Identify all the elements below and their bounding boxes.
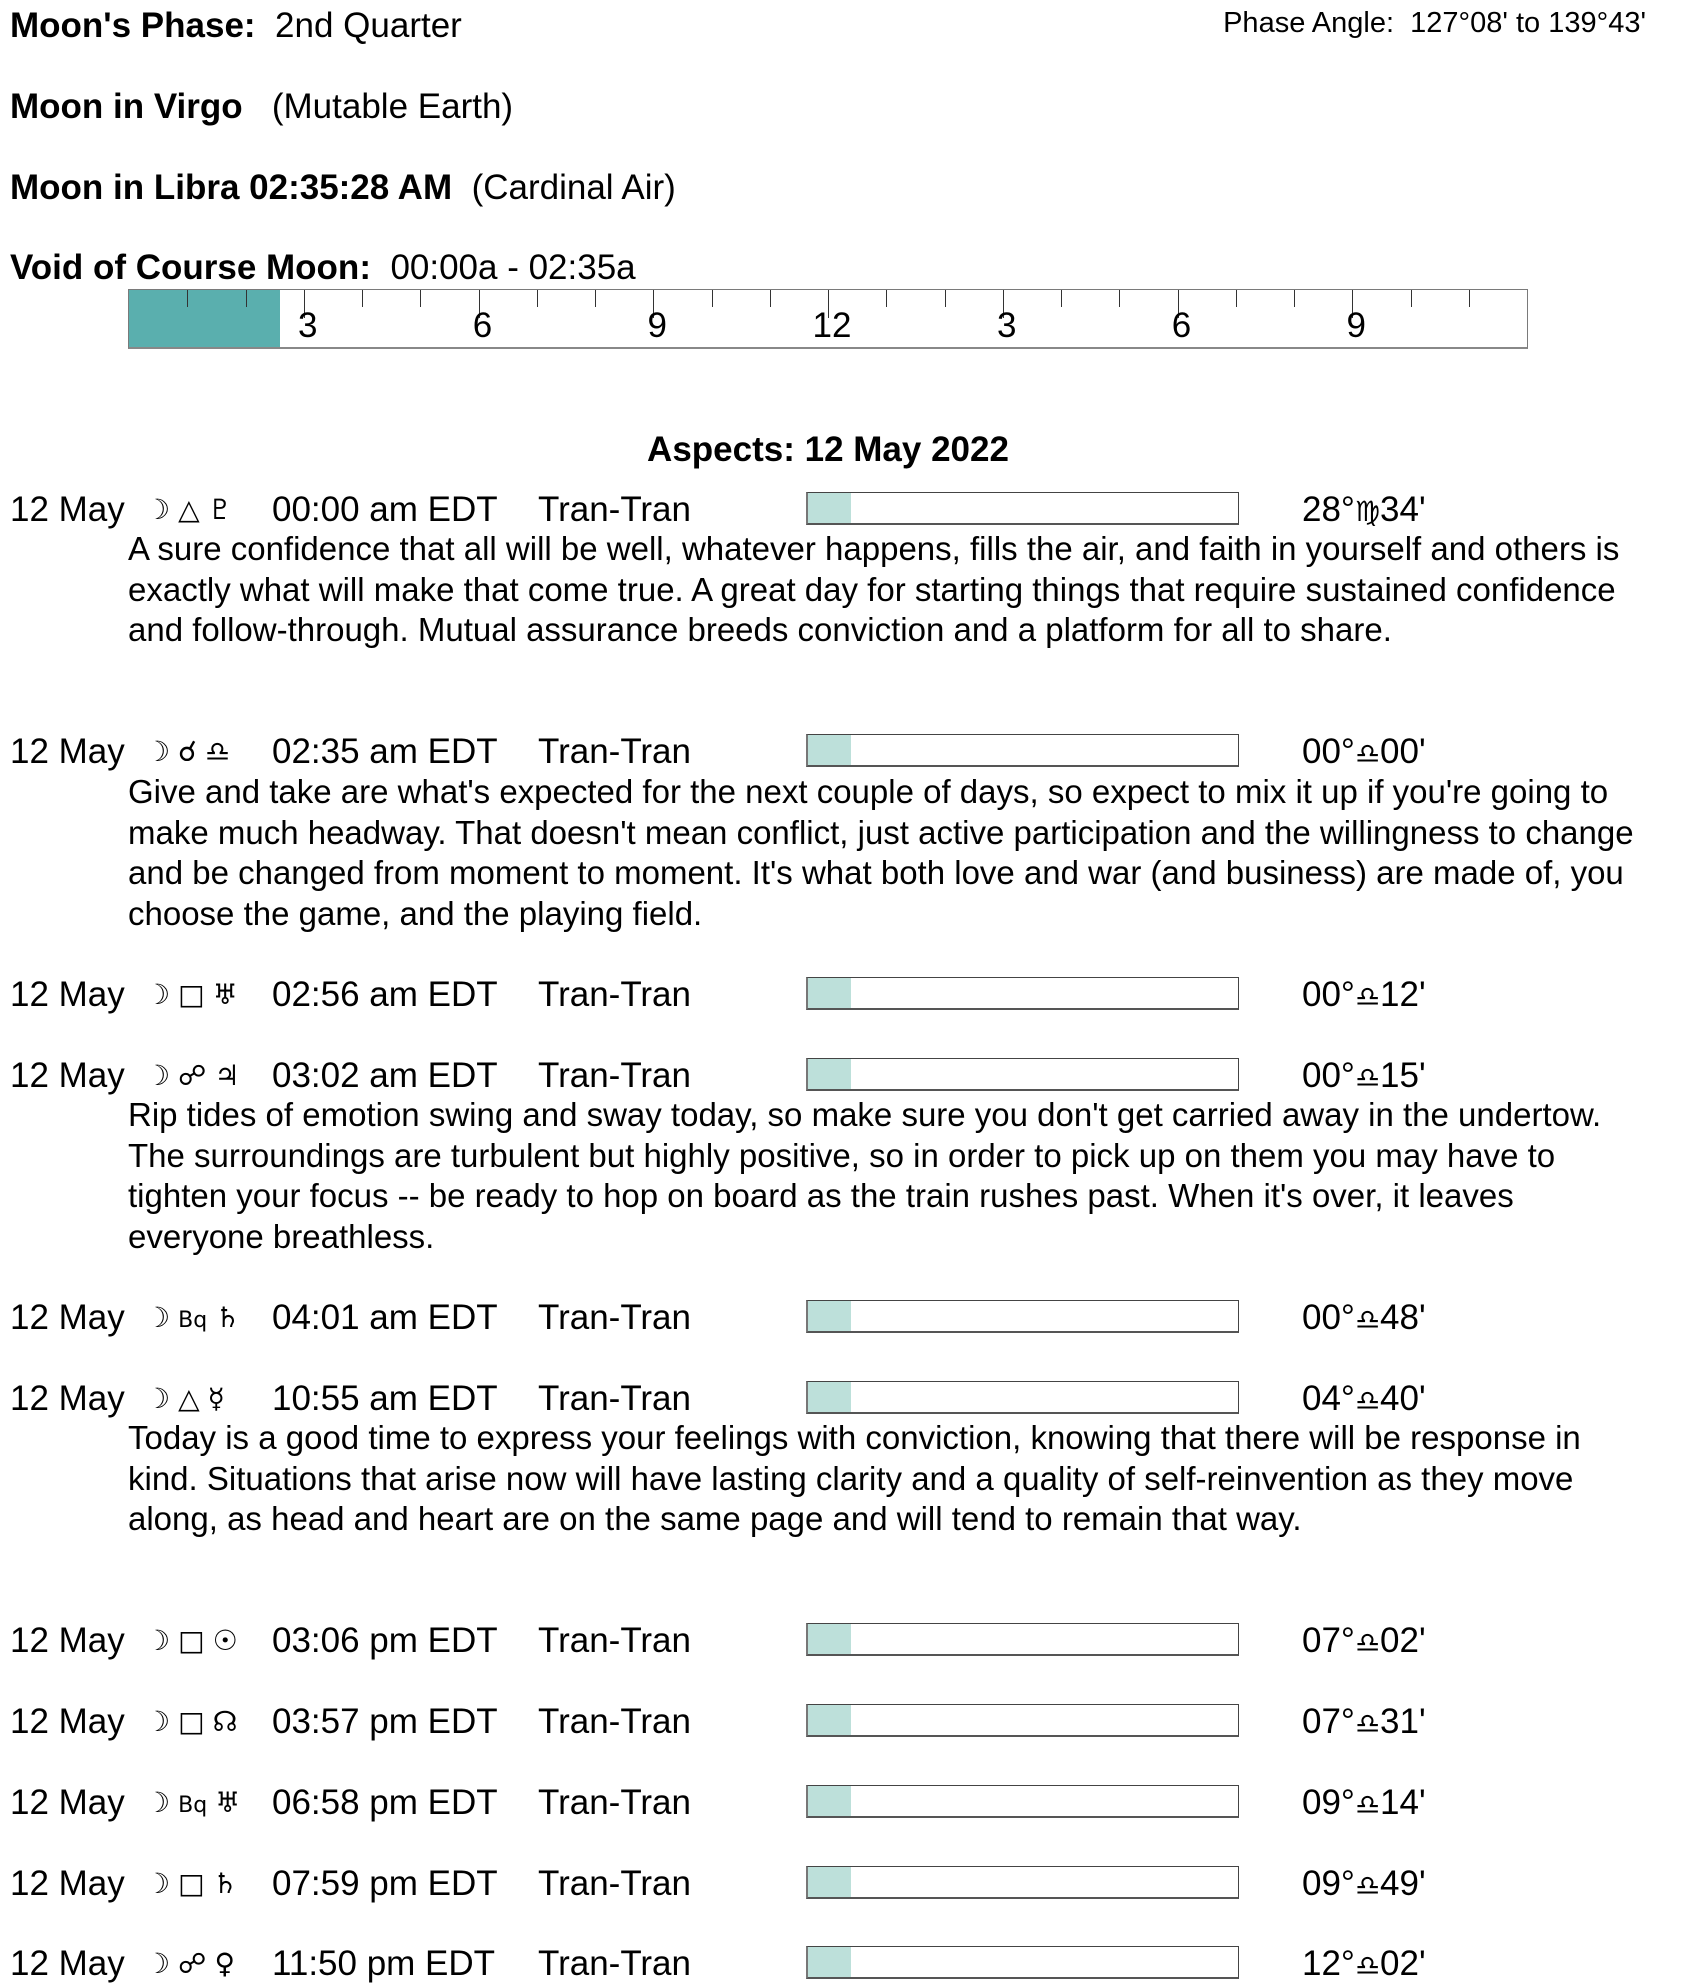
aspect-glyphs — [145, 1620, 246, 1662]
aspect-glyph-icon: Bq — [178, 1793, 208, 1818]
aspect-time: 03:02 am EDT — [272, 1056, 498, 1095]
aspect-strength-fill — [808, 1059, 851, 1089]
aspect-glyphs — [145, 1943, 243, 1985]
moon-glyph-icon: ☽ — [145, 1705, 171, 1738]
aspect-glyph-icon: □ — [178, 1867, 205, 1900]
timeline-tick — [1061, 290, 1062, 307]
moon-glyph-icon: ☽ — [145, 978, 171, 1011]
aspect-kind: Tran-Tran — [538, 1702, 691, 1741]
void-of-course-line — [10, 248, 636, 288]
position-degrees: 00° — [1302, 975, 1355, 1014]
aspect-position — [1302, 1782, 1426, 1826]
aspect-strength-fill — [808, 1301, 851, 1331]
aspect-strength-bar — [806, 1946, 1239, 1979]
aspect-kind: Tran-Tran — [538, 732, 691, 771]
aspect-glyphs — [145, 731, 238, 773]
void-of-course-timeline — [128, 289, 1528, 349]
timeline-tick — [1469, 290, 1470, 307]
timeline-tick — [537, 290, 538, 307]
aspect-strength-bar — [806, 1058, 1239, 1091]
aspect-glyphs — [145, 1297, 248, 1342]
aspect-strength-bar — [806, 977, 1239, 1010]
planet-glyph-icon: ♃ — [214, 1059, 240, 1092]
timeline-tick — [246, 290, 247, 307]
zodiac-sign-icon: ♍ — [1354, 495, 1381, 528]
position-minutes: 48' — [1380, 1298, 1426, 1337]
position-minutes: 00' — [1380, 732, 1426, 771]
position-degrees: 07° — [1302, 1702, 1355, 1741]
aspect-strength-bar — [806, 1785, 1239, 1818]
aspect-position — [1302, 1943, 1426, 1987]
aspect-row — [0, 731, 1686, 773]
moon-ingress-quality: (Cardinal Air) — [471, 168, 676, 207]
aspects-title: Aspects: 12 May 2022 — [647, 430, 1009, 469]
aspect-interpretation: Give and take are what's expected for the next couple of days, so expect to mix it up if you're going to make much headway. That doesn't mean conflict, just active participation and the willingness to change and be changed from moment to moment. It's what both love and war (and business) are made of, you choose the game, and the playing field. — [128, 773, 1634, 932]
phase-angle — [1223, 6, 1646, 40]
position-degrees: 09° — [1302, 1783, 1355, 1822]
timeline-tick — [1119, 290, 1120, 307]
position-degrees: 07° — [1302, 1621, 1355, 1660]
timeline-hour-label: 9 — [1346, 306, 1366, 345]
aspect-interpretation: Today is a good time to express your feelings with conviction, knowing that there will be response in kind. Situations that arise now will have lasting clarity and a quality of self-reinvention as they move along, as head and heart are on the same page and will tend to remain that way. — [128, 1419, 1581, 1537]
aspect-strength-fill — [808, 493, 851, 523]
moon-glyph-icon: ☽ — [145, 1301, 171, 1334]
timeline-tick — [362, 290, 363, 307]
aspect-strength-bar — [806, 1704, 1239, 1737]
zodiac-sign-icon: ♎ — [1354, 737, 1381, 770]
aspect-row — [0, 1297, 1686, 1339]
aspect-interpretation: Rip tides of emotion swing and sway today, so make sure you don't get carried away in the undertow. The surroundings are turbulent but highly positive, so in order to pick up on them you may have to tighten your focus -- be ready to hop on board as the train rushes past. When it's over, it leaves everyone breathless. — [128, 1096, 1602, 1255]
aspect-row — [0, 1378, 1686, 1420]
position-degrees: 04° — [1302, 1379, 1355, 1418]
position-minutes: 49' — [1380, 1864, 1426, 1903]
aspect-row — [0, 1863, 1686, 1905]
aspect-position — [1302, 1055, 1426, 1099]
zodiac-sign-icon: ♎ — [1354, 1626, 1381, 1659]
position-minutes: 12' — [1380, 975, 1426, 1014]
aspect-strength-bar — [806, 734, 1239, 767]
position-degrees: 00° — [1302, 732, 1355, 771]
aspect-date: 12 May — [10, 1056, 125, 1095]
aspect-kind: Tran-Tran — [538, 1864, 691, 1903]
position-minutes: 15' — [1380, 1056, 1426, 1095]
aspect-row — [0, 489, 1686, 531]
aspect-strength-bar — [806, 1300, 1239, 1333]
zodiac-sign-icon: ♎ — [1354, 1869, 1381, 1902]
aspect-strength-bar — [806, 1866, 1239, 1899]
timeline-tick — [1411, 290, 1412, 307]
aspect-kind: Tran-Tran — [538, 1379, 691, 1418]
aspect-strength-fill — [808, 1382, 851, 1412]
timeline-hour-label: 9 — [647, 306, 667, 345]
aspect-strength-fill — [808, 1867, 851, 1897]
aspect-date: 12 May — [10, 490, 125, 529]
aspect-glyphs — [145, 1863, 246, 1905]
aspect-position — [1302, 974, 1426, 1018]
position-minutes: 34' — [1380, 490, 1426, 529]
timeline-tick — [420, 290, 421, 307]
aspect-row — [0, 1055, 1686, 1097]
zodiac-sign-icon: ♎ — [1354, 1384, 1381, 1417]
aspect-strength-fill — [808, 978, 851, 1008]
aspect-date: 12 May — [10, 975, 125, 1014]
timeline-tick — [187, 290, 188, 307]
timeline-hour-label: 3 — [997, 306, 1017, 345]
aspect-kind: Tran-Tran — [538, 1944, 691, 1983]
timeline-tick — [595, 290, 596, 307]
phase-angle-value: 127°08' to 139°43' — [1410, 7, 1646, 39]
planet-glyph-icon: ♄ — [212, 1867, 238, 1900]
aspect-date: 12 May — [10, 1621, 125, 1660]
aspect-row — [0, 974, 1686, 1016]
zodiac-sign-icon: ♎ — [1354, 1707, 1381, 1740]
aspect-time: 03:57 pm EDT — [272, 1702, 498, 1741]
aspect-strength-fill — [808, 735, 851, 765]
aspect-position — [1302, 1620, 1426, 1664]
timeline-tick — [886, 290, 887, 307]
planet-glyph-icon: ♄ — [215, 1301, 241, 1334]
aspect-strength-bar — [806, 1623, 1239, 1656]
moon-glyph-icon: ☽ — [145, 1059, 171, 1092]
aspect-row — [0, 1782, 1686, 1824]
aspect-date: 12 May — [10, 1379, 125, 1418]
aspect-strength-fill — [808, 1624, 851, 1654]
aspect-time: 00:00 am EDT — [272, 490, 498, 529]
aspect-glyph-icon: ☌ — [178, 735, 197, 768]
aspect-date: 12 May — [10, 732, 125, 771]
planet-glyph-icon: ♎ — [204, 735, 231, 768]
position-minutes: 02' — [1380, 1944, 1426, 1983]
timeline-hour-label: 3 — [298, 306, 318, 345]
aspect-strength-bar — [806, 1381, 1239, 1414]
planet-glyph-icon: ☉ — [212, 1624, 238, 1657]
aspect-strength-bar — [806, 492, 1239, 525]
aspect-position — [1302, 1297, 1426, 1341]
aspect-interpretation: A sure confidence that all will be well, whatever happens, fills the air, and faith in yourself and others is exactly what will make that come true. A great day for starting things that require sustained confidence and follow-through. Mutual assurance breeds conviction and a platform for all to share. — [128, 530, 1620, 648]
aspect-time: 07:59 pm EDT — [272, 1864, 498, 1903]
aspect-date: 12 May — [10, 1944, 125, 1983]
zodiac-sign-icon: ♎ — [1354, 1061, 1381, 1094]
aspect-time: 03:06 pm EDT — [272, 1621, 498, 1660]
moon-sign-line — [10, 87, 513, 127]
position-degrees: 00° — [1302, 1298, 1355, 1337]
aspect-date: 12 May — [10, 1702, 125, 1741]
planet-glyph-icon: ☊ — [212, 1705, 238, 1738]
position-degrees: 28° — [1302, 490, 1355, 529]
aspect-kind: Tran-Tran — [538, 1298, 691, 1337]
position-degrees: 00° — [1302, 1056, 1355, 1095]
moon-phase-value: 2nd Quarter — [275, 6, 462, 45]
zodiac-sign-icon: ♎ — [1354, 1788, 1381, 1821]
moon-sign-label: Moon in Virgo — [10, 87, 243, 126]
moon-ingress-line — [10, 168, 676, 208]
aspect-glyphs — [145, 974, 246, 1016]
planet-glyph-icon: ♇ — [207, 493, 233, 526]
moon-glyph-icon: ☽ — [145, 1382, 171, 1415]
aspect-position — [1302, 731, 1426, 775]
aspect-strength-fill — [808, 1947, 851, 1977]
timeline-tick — [1294, 290, 1295, 307]
aspect-time: 02:35 am EDT — [272, 732, 498, 771]
aspect-row — [0, 1701, 1686, 1743]
aspect-glyph-icon: ☍ — [178, 1947, 207, 1980]
position-minutes: 14' — [1380, 1783, 1426, 1822]
aspect-position — [1302, 1701, 1426, 1745]
moon-phase-label: Moon's Phase: — [10, 6, 256, 45]
aspect-date: 12 May — [10, 1298, 125, 1337]
planet-glyph-icon: ☿ — [207, 1382, 225, 1415]
moon-glyph-icon: ☽ — [145, 1786, 171, 1819]
aspect-glyph-icon: Bq — [178, 1308, 208, 1333]
position-minutes: 31' — [1380, 1702, 1426, 1741]
moon-glyph-icon: ☽ — [145, 735, 171, 768]
position-minutes: 40' — [1380, 1379, 1426, 1418]
aspect-kind: Tran-Tran — [538, 1621, 691, 1660]
aspect-glyphs — [145, 489, 241, 531]
timeline-hour-label: 6 — [1171, 306, 1192, 345]
void-of-course-value: 00:00a - 02:35a — [390, 248, 636, 287]
aspect-glyphs — [145, 1701, 245, 1743]
aspect-kind: Tran-Tran — [538, 975, 691, 1014]
aspect-glyph-icon: △ — [178, 1382, 200, 1415]
aspect-glyph-icon: □ — [178, 1624, 205, 1657]
moon-glyph-icon: ☽ — [145, 1624, 171, 1657]
aspect-glyph-icon: △ — [178, 493, 200, 526]
aspect-position — [1302, 1378, 1426, 1422]
aspect-kind: Tran-Tran — [538, 1783, 691, 1822]
aspect-glyphs — [145, 1055, 248, 1097]
aspect-position — [1302, 1863, 1426, 1907]
aspect-date: 12 May — [10, 1783, 125, 1822]
moon-glyph-icon: ☽ — [145, 1867, 171, 1900]
timeline-hour-label: 12 — [812, 306, 852, 345]
aspect-strength-fill — [808, 1786, 851, 1816]
aspect-glyph-icon: □ — [178, 1705, 205, 1738]
moon-ingress-label: Moon in Libra 02:35:28 AM — [10, 168, 453, 207]
aspect-glyphs — [145, 1378, 233, 1420]
aspect-time: 02:56 am EDT — [272, 975, 498, 1014]
aspect-glyphs — [145, 1782, 248, 1827]
timeline-tick — [712, 290, 713, 307]
moon-phase-line — [10, 6, 462, 46]
aspect-row — [0, 1943, 1686, 1985]
zodiac-sign-icon: ♎ — [1354, 1303, 1381, 1336]
phase-angle-label: Phase Angle: — [1223, 7, 1395, 39]
timeline-tick — [945, 290, 946, 307]
timeline-tick — [1236, 290, 1237, 307]
planet-glyph-icon: ♀ — [214, 1947, 235, 1980]
moon-sign-quality: (Mutable Earth) — [271, 87, 514, 126]
void-of-course-fill — [129, 290, 280, 347]
void-of-course-label: Void of Course Moon: — [10, 248, 371, 287]
timeline-tick — [770, 290, 771, 307]
position-minutes: 02' — [1380, 1621, 1426, 1660]
position-degrees: 12° — [1302, 1944, 1355, 1983]
position-degrees: 09° — [1302, 1864, 1355, 1903]
aspect-glyph-icon: □ — [178, 978, 205, 1011]
aspect-kind: Tran-Tran — [538, 490, 691, 529]
timeline-hour-label: 6 — [472, 306, 493, 345]
aspect-strength-fill — [808, 1705, 851, 1735]
zodiac-sign-icon: ♎ — [1354, 1949, 1381, 1982]
aspect-time: 11:50 pm EDT — [272, 1944, 496, 1983]
aspect-time: 06:58 pm EDT — [272, 1783, 498, 1822]
aspect-kind: Tran-Tran — [538, 1056, 691, 1095]
moon-glyph-icon: ☽ — [145, 493, 171, 526]
aspect-glyph-icon: ☍ — [178, 1059, 207, 1092]
aspect-position — [1302, 489, 1426, 533]
aspect-row — [0, 1620, 1686, 1662]
aspect-time: 10:55 am EDT — [272, 1379, 498, 1418]
moon-glyph-icon: ☽ — [145, 1947, 171, 1980]
aspect-time: 04:01 am EDT — [272, 1298, 498, 1337]
planet-glyph-icon: ♅ — [212, 978, 238, 1011]
planet-glyph-icon: ♅ — [215, 1786, 241, 1819]
aspect-date: 12 May — [10, 1864, 125, 1903]
zodiac-sign-icon: ♎ — [1354, 980, 1381, 1013]
